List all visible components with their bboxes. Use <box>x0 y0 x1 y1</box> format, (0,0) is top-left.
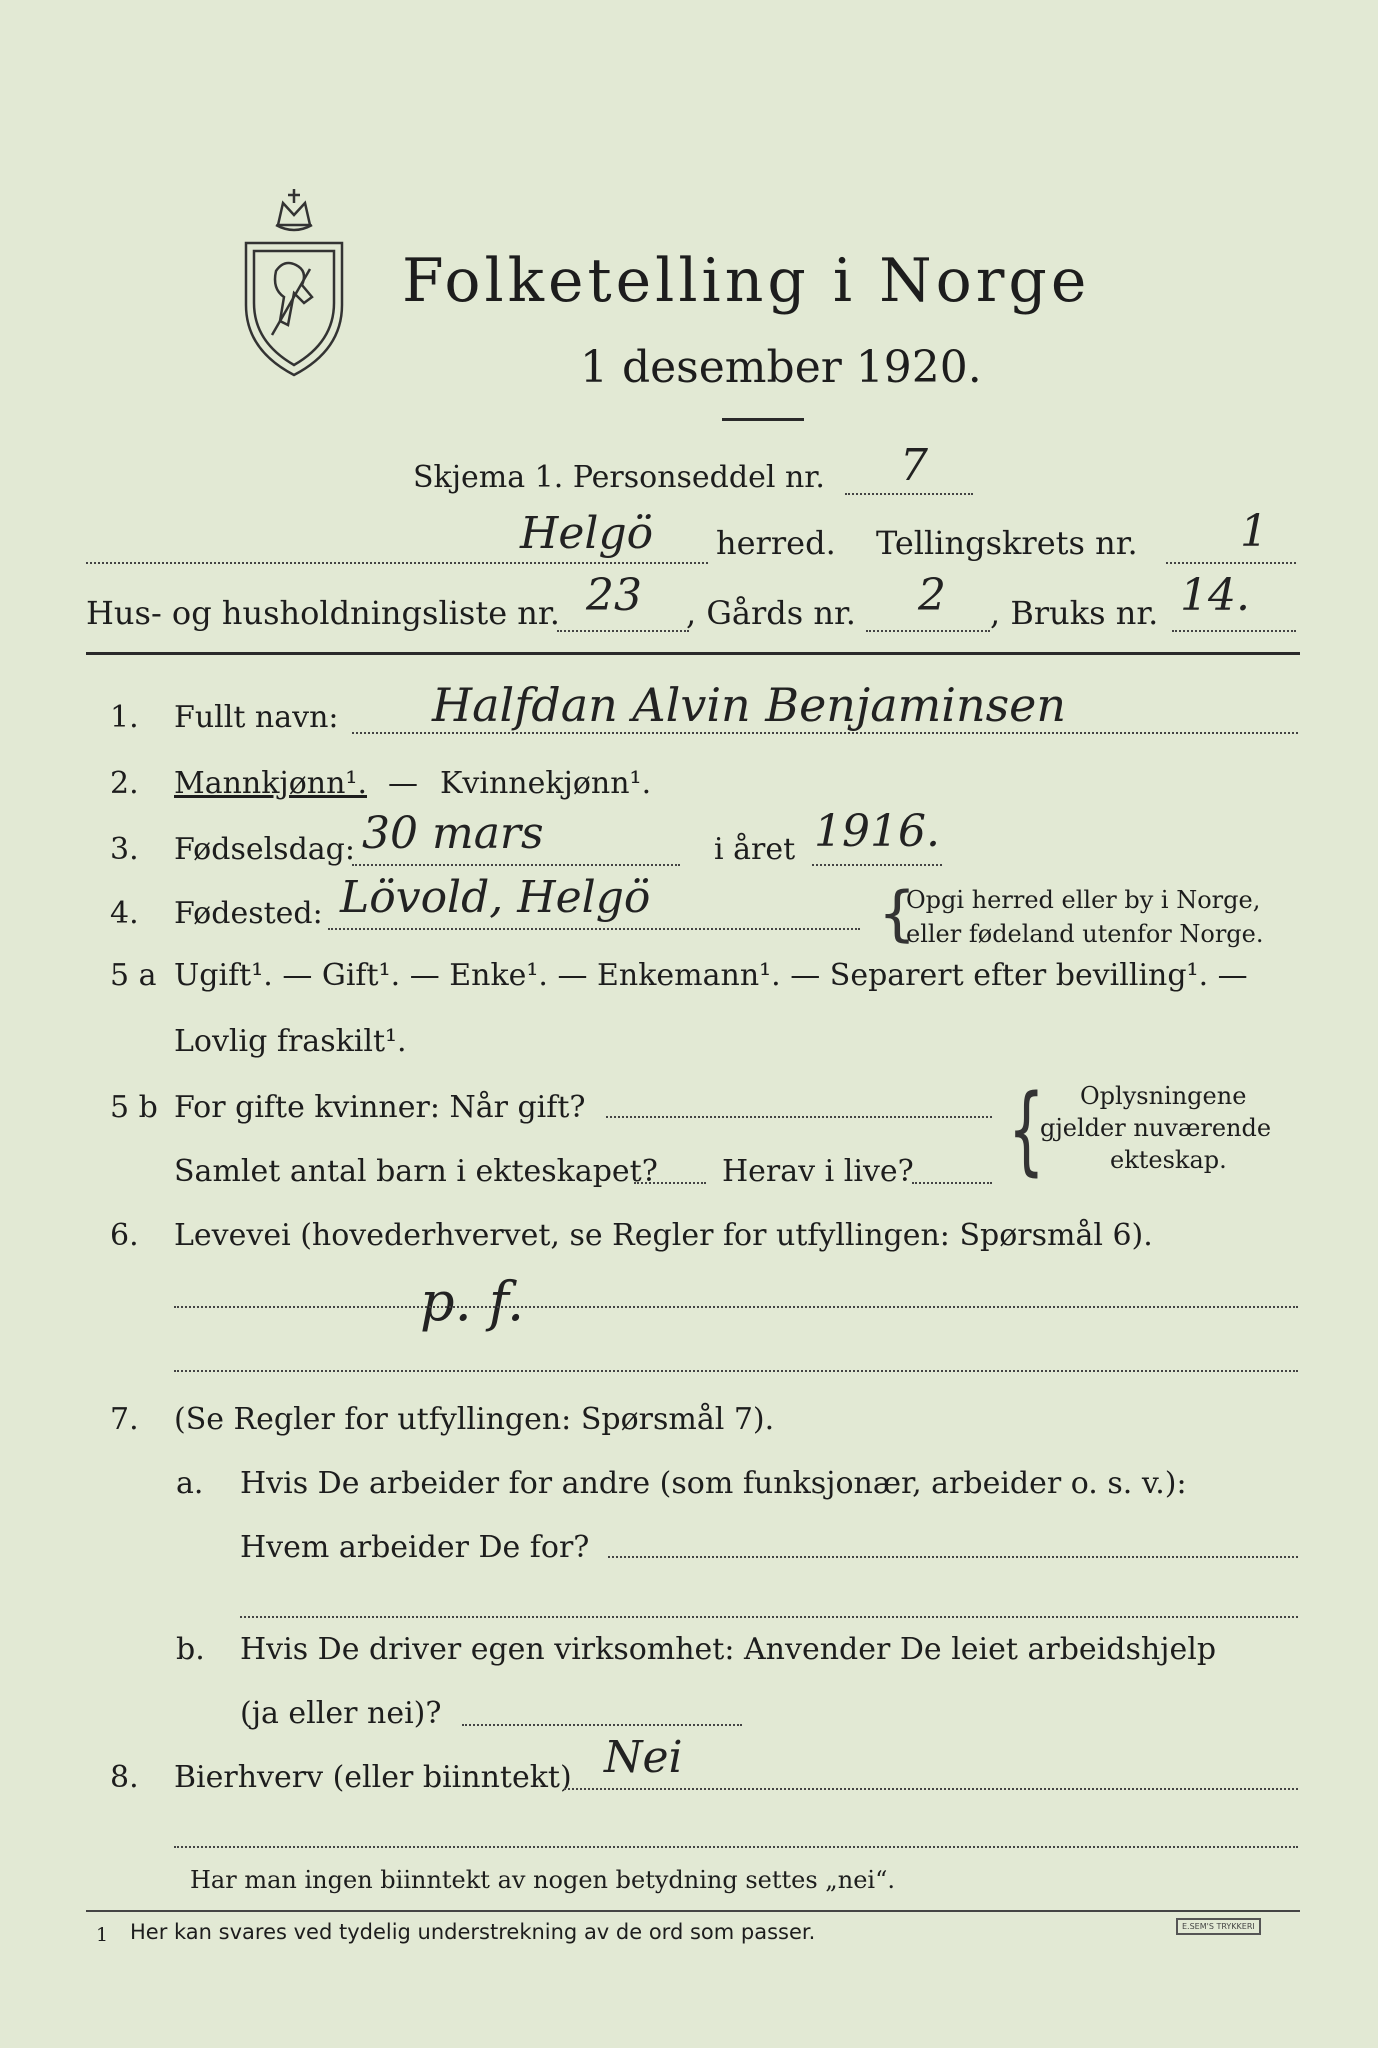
q8-number: 8. <box>110 1760 139 1795</box>
q6-value: p. f. <box>420 1270 525 1333</box>
q7b-letter: b. <box>176 1632 205 1667</box>
q5b-bracket: { <box>1008 1074 1045 1186</box>
q4-number: 4. <box>110 896 139 931</box>
header-rule <box>86 652 1300 655</box>
q2-female: Kvinnekjønn¹. <box>440 766 652 801</box>
footnote-rule <box>86 1910 1300 1912</box>
q1-number: 1. <box>110 700 139 735</box>
q7-number: 7. <box>110 1402 139 1437</box>
gards-nr: 2 <box>918 570 946 621</box>
q5b-line-1: For gifte kvinner: Når gift? <box>174 1090 586 1125</box>
tellingskrets-line <box>1166 562 1296 564</box>
q4-line <box>328 928 860 930</box>
q4-value: Lövold, Helgö <box>340 872 651 923</box>
herred-label: herred. <box>716 524 836 562</box>
q5b-note-1: Oplysningene <box>1080 1082 1247 1110</box>
income-note: Har man ingen biinntekt av nogen betydning settes „nei“. <box>190 1866 895 1894</box>
q2-separator: — <box>388 766 418 801</box>
q6-label: Levevei (hovederhvervet, se Regler for utfyllingen: Spørsmål 6). <box>174 1218 1153 1253</box>
gards-label: , Gårds nr. <box>686 594 856 632</box>
q5b-live-label: Herav i live? <box>722 1154 914 1189</box>
husliste-label: Hus- og husholdningsliste nr. <box>86 594 560 632</box>
q7b-line <box>462 1724 742 1726</box>
q4-note-1: Opgi herred eller by i Norge, <box>906 886 1261 914</box>
footnote-text: Her kan svares ved tydelig understrekning av de ord som passer. <box>130 1920 816 1944</box>
q8-value: Nei <box>604 1732 683 1783</box>
q6-number: 6. <box>110 1218 139 1253</box>
footnote-mark: 1 <box>96 1924 109 1946</box>
form-title: Folketelling i Norge <box>402 246 1091 316</box>
q3-year-line <box>812 864 942 866</box>
personseddel-nr: 7 <box>900 440 928 491</box>
q5b-married-line <box>606 1116 992 1118</box>
q7a-letter: a. <box>176 1466 204 1501</box>
q4-note-2: eller fødeland utenfor Norge. <box>906 920 1264 948</box>
q3-number: 3. <box>110 832 139 867</box>
q1-label: Fullt navn: <box>174 700 339 735</box>
personseddel-line <box>845 493 973 495</box>
q7b-line-1: Hvis De driver egen virksomhet: Anvender De leiet arbeidshjelp <box>240 1632 1217 1667</box>
q3-value: 30 mars <box>362 808 544 859</box>
q7a-line-2: Hvem arbeider De for? <box>240 1530 590 1565</box>
q1-line <box>352 732 1298 734</box>
q7a-line <box>608 1556 1298 1558</box>
q2-number: 2. <box>110 766 139 801</box>
printer-stamp: E.SEM'S TRYKKERI <box>1176 1918 1261 1935</box>
q7b-line-2: (ja eller nei)? <box>240 1696 442 1731</box>
q1-value: Halfdan Alvin Benjaminsen <box>432 678 1067 732</box>
q3-label: Fødselsdag: <box>174 832 355 867</box>
q8-line-extra <box>174 1846 1298 1848</box>
q5b-live-line <box>912 1182 992 1184</box>
husliste-line <box>557 630 689 632</box>
q8-label: Bierhverv (eller biinntekt) <box>174 1760 572 1795</box>
q5b-note-2: gjelder nuværende <box>1040 1114 1272 1142</box>
q5b-line-2: Samlet antal barn i ekteskapet? <box>174 1154 658 1189</box>
q5b-note-3: ekteskap. <box>1110 1146 1227 1174</box>
q6-line-2 <box>174 1370 1298 1372</box>
coat-of-arms-icon <box>238 185 350 380</box>
q8-line <box>564 1788 1298 1790</box>
q3-year: 1916. <box>814 806 940 857</box>
q5a-number: 5 a <box>110 958 157 993</box>
q5b-number: 5 b <box>110 1090 158 1125</box>
q3-year-label: i året <box>714 832 796 867</box>
husliste-nr: 23 <box>586 570 642 621</box>
bruks-line <box>1172 630 1296 632</box>
q5a-line-1: Ugift¹. — Gift¹. — Enke¹. — Enkemann¹. — Separert efter bevilling¹. — <box>174 958 1248 993</box>
q7-label: (Se Regler for utfyllingen: Spørsmål 7). <box>174 1402 775 1437</box>
q2-male: Mannkjønn¹. <box>174 766 367 801</box>
title-divider <box>722 418 804 421</box>
herred-line <box>86 562 708 564</box>
q3-line <box>352 864 680 866</box>
gards-line <box>866 630 990 632</box>
census-date: 1 desember 1920. <box>580 342 982 393</box>
q7a-line-extra <box>240 1616 1298 1618</box>
bruks-label: , Bruks nr. <box>990 594 1159 632</box>
q6-line-1 <box>174 1306 1298 1308</box>
q5b-children-line <box>634 1182 706 1184</box>
skjema-label: Skjema 1. Personseddel nr. <box>413 460 825 495</box>
q4-bracket: { <box>878 879 917 949</box>
q4-label: Fødested: <box>174 896 323 931</box>
q5a-line-2: Lovlig fraskilt¹. <box>174 1024 407 1059</box>
tellingskrets-label: Tellingskrets nr. <box>876 524 1138 562</box>
herred-value: Helgö <box>520 508 654 559</box>
tellingskrets-nr: 1 <box>1240 506 1268 557</box>
q7a-line-1: Hvis De arbeider for andre (som funksjonær, arbeider o. s. v.): <box>240 1466 1187 1501</box>
bruks-nr: 14. <box>1180 570 1250 621</box>
